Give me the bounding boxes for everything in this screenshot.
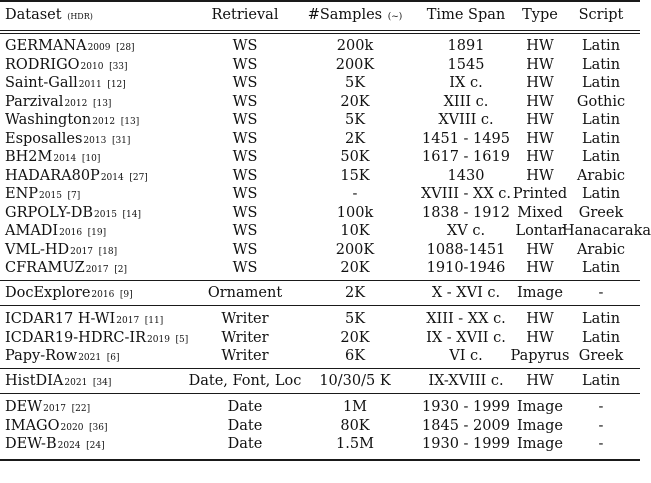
time-cell: 1845 - 2009 <box>422 417 510 434</box>
header-rule-1 <box>0 30 640 31</box>
dataset-name: HistDIA <box>5 373 64 389</box>
group-rule <box>0 280 640 281</box>
dataset-cell <box>5 185 80 205</box>
table-row <box>0 185 640 203</box>
dataset-ref: [27] <box>129 172 148 183</box>
dataset-ref: [28] <box>116 43 135 53</box>
type-cell: Printed <box>512 186 568 202</box>
dataset-name: IMAGO <box>5 417 60 434</box>
header-samples <box>305 6 405 26</box>
script-cell: Arabic <box>576 167 626 184</box>
header-row <box>0 6 640 24</box>
dataset-year: 2014 <box>53 154 77 164</box>
dataset-name: GRPOLY-DB <box>5 204 94 221</box>
dataset-year: 2015 <box>39 191 62 201</box>
dataset-name: Washington <box>5 112 92 128</box>
dataset-year: 2016 <box>59 228 83 238</box>
retrieval-cell: WS <box>232 130 258 147</box>
time-cell: 1891 <box>447 38 485 54</box>
table-row <box>0 93 640 111</box>
retrieval-cell: Date, Font, Loc <box>188 373 302 389</box>
time-cell: 1088-1451 <box>426 241 506 258</box>
dataset-ref: [13] <box>92 98 112 109</box>
retrieval-cell: WS <box>232 56 258 73</box>
type-cell: HW <box>526 241 554 258</box>
dataset-year: 2017 <box>70 246 94 257</box>
table-row <box>0 222 651 240</box>
dataset-year: 2019 <box>147 334 170 345</box>
table-row <box>0 204 640 222</box>
type-cell: HW <box>526 149 554 165</box>
samples-cell: 50K <box>340 149 370 165</box>
dataset-cell <box>5 167 148 187</box>
header-rule-2 <box>0 33 640 34</box>
dataset-year: 2017 <box>85 265 109 275</box>
retrieval-cell: Date <box>227 436 263 452</box>
dataset-ref: [31] <box>111 135 131 146</box>
dataset-name: ENP <box>5 186 39 202</box>
dataset-year: 2011 <box>78 80 102 90</box>
dataset-ref: [10] <box>81 154 101 164</box>
table-row <box>0 56 640 74</box>
dataset-cell <box>5 222 106 242</box>
dataset-name: Parzival <box>5 93 64 110</box>
dataset-year: 2020 <box>60 422 84 433</box>
samples-cell: 20K <box>340 93 370 110</box>
dataset-ref: [33] <box>109 61 128 72</box>
samples-cell: 200k <box>336 38 374 54</box>
retrieval-cell: Date <box>227 399 263 415</box>
type-cell: Mixed <box>517 204 563 221</box>
dataset-year: 2014 <box>100 172 124 183</box>
script-cell: Latin <box>581 130 621 147</box>
type-cell: HW <box>526 260 554 276</box>
dataset-cell <box>5 204 141 224</box>
type-cell: Image <box>517 399 563 415</box>
type-cell: Image <box>517 436 563 452</box>
header-dataset-note: (HDR) <box>67 12 93 21</box>
dataset-cell <box>5 310 163 330</box>
dataset-cell <box>5 259 127 279</box>
retrieval-cell: WS <box>232 167 258 184</box>
table-row <box>0 167 640 185</box>
samples-cell: 1M <box>342 399 368 415</box>
dataset-ref: [13] <box>120 117 140 127</box>
dataset-cell <box>5 93 111 113</box>
dataset-cell <box>5 148 100 168</box>
dataset-cell <box>5 74 126 94</box>
dataset-cell <box>5 111 139 131</box>
retrieval-cell: WS <box>232 149 258 165</box>
dataset-ref: [5] <box>175 334 189 345</box>
dataset-name: AMADI <box>5 223 59 239</box>
retrieval-cell: WS <box>232 260 258 276</box>
type-cell: Image <box>517 285 563 301</box>
header-samples-label: #Samples <box>307 7 383 23</box>
script-cell: Hanacaraka <box>562 223 651 239</box>
dataset-cell <box>5 329 188 349</box>
group-rule <box>0 368 640 369</box>
time-cell: 1910-1946 <box>426 260 506 276</box>
script-cell: - <box>598 436 604 452</box>
time-cell: XVIII c. <box>438 112 494 128</box>
time-cell: 1545 <box>447 56 485 73</box>
type-cell: HW <box>526 93 554 110</box>
table-row <box>0 347 640 365</box>
table-row <box>0 435 640 453</box>
group-rule <box>0 305 640 306</box>
dataset-cell <box>5 435 105 455</box>
type-cell: HW <box>526 112 554 128</box>
dataset-ref: [19] <box>87 228 107 238</box>
table-row <box>0 417 640 435</box>
samples-cell: 15K <box>340 167 370 184</box>
dataset-ref: [36] <box>89 422 108 433</box>
samples-cell: 20K <box>340 329 370 346</box>
dataset-name: ICDAR19-HDRC-IR <box>5 329 147 346</box>
retrieval-cell: WS <box>232 186 258 202</box>
time-cell: 1930 - 1999 <box>422 399 510 415</box>
type-cell: HW <box>526 311 554 327</box>
type-cell: HW <box>526 373 554 389</box>
retrieval-cell: Writer <box>221 329 269 346</box>
table-row <box>0 37 640 55</box>
script-cell: Greek <box>578 348 624 364</box>
time-cell: XV c. <box>446 223 486 239</box>
table-row <box>0 329 640 347</box>
dataset-ref: [11] <box>144 316 164 326</box>
script-cell: Latin <box>581 75 621 91</box>
script-cell: Gothic <box>576 93 626 110</box>
script-cell: Latin <box>581 186 621 202</box>
table-row <box>0 372 640 390</box>
samples-cell: 2K <box>344 285 366 301</box>
time-cell: XIII - XX c. <box>426 311 506 327</box>
table-row <box>0 130 640 148</box>
dataset-name: Papy-Row <box>5 348 78 364</box>
dataset-name: ICDAR17 H-WI <box>5 311 116 327</box>
script-cell: Latin <box>581 56 621 73</box>
dataset-ref: [22] <box>71 404 91 414</box>
top-rule <box>0 0 640 2</box>
dataset-year: 2017 <box>43 404 67 414</box>
dataset-name: HADARA80P <box>5 167 100 184</box>
script-cell: Latin <box>581 260 621 276</box>
dataset-year: 2016 <box>91 290 115 300</box>
group-rule <box>0 393 640 394</box>
samples-cell: 100k <box>336 204 374 221</box>
table-row <box>0 111 640 129</box>
dataset-ref: [7] <box>67 191 81 201</box>
time-cell: XVIII - XX c. <box>420 186 512 202</box>
retrieval-cell: Writer <box>221 348 269 364</box>
script-cell: - <box>598 417 604 434</box>
time-cell: 1838 - 1912 <box>422 204 510 221</box>
script-cell: Latin <box>581 373 621 389</box>
retrieval-cell: Date <box>227 417 263 434</box>
script-cell: Greek <box>578 204 624 221</box>
time-cell: IX-XVIII c. <box>428 373 504 389</box>
samples-cell: 10K <box>340 223 370 239</box>
dataset-name: VML-HD <box>5 241 70 258</box>
samples-cell: 5K <box>344 311 366 327</box>
samples-cell: 6K <box>344 348 366 364</box>
dataset-ref: [12] <box>107 80 126 90</box>
type-cell: HW <box>526 56 554 73</box>
samples-cell: 10/30/5 K <box>319 373 391 389</box>
retrieval-cell: WS <box>232 112 258 128</box>
type-cell: Papyrus <box>510 348 570 364</box>
retrieval-cell: WS <box>232 38 258 54</box>
dataset-ref: [9] <box>119 290 133 300</box>
dataset-cell <box>5 347 119 367</box>
time-cell: VI c. <box>449 348 483 364</box>
dataset-ref: [24] <box>86 441 105 451</box>
retrieval-cell: Writer <box>221 311 269 327</box>
samples-cell: 200K <box>335 241 375 258</box>
samples-cell: 80K <box>340 417 370 434</box>
dataset-year: 2015 <box>94 209 117 220</box>
script-cell: - <box>598 399 604 415</box>
dataset-cell <box>5 284 133 304</box>
time-cell: 1617 - 1619 <box>422 149 510 165</box>
header-retrieval: Retrieval <box>211 7 279 23</box>
dataset-year: 2024 <box>57 441 81 451</box>
header-samples-note: (~) <box>387 12 403 22</box>
samples-cell: 20K <box>340 260 370 276</box>
dataset-ref: [14] <box>122 209 142 220</box>
dataset-cell <box>5 417 108 437</box>
type-cell: HW <box>526 329 554 346</box>
dataset-year: 2021 <box>78 353 102 363</box>
samples-cell: 1.5M <box>336 436 374 452</box>
dataset-year: 2017 <box>116 316 140 326</box>
dataset-name: BH2M <box>5 149 53 165</box>
bottom-rule <box>0 459 640 461</box>
script-cell: Latin <box>581 329 621 346</box>
dataset-name: DocExplore <box>5 285 91 301</box>
samples-cell: 5K <box>344 112 366 128</box>
dataset-cell <box>5 241 117 261</box>
header-type: Type <box>522 7 558 23</box>
table-row <box>0 284 640 302</box>
type-cell: HW <box>526 167 554 184</box>
dataset-cell <box>5 372 111 392</box>
dataset-year: 2013 <box>83 135 107 146</box>
time-cell: XIII c. <box>443 93 489 110</box>
retrieval-cell: WS <box>232 93 258 110</box>
header-dataset <box>5 6 93 26</box>
dataset-name: GERMANA <box>5 38 87 54</box>
retrieval-cell: Ornament <box>207 285 283 301</box>
script-cell: Latin <box>581 38 621 54</box>
script-cell: Latin <box>581 112 621 128</box>
dataset-name: Saint-Gall <box>5 75 78 91</box>
dataset-year: 2012 <box>92 117 116 127</box>
samples-cell: 5K <box>344 75 366 91</box>
time-cell: 1430 <box>447 167 485 184</box>
retrieval-cell: WS <box>232 223 258 239</box>
time-cell: IX c. <box>449 75 483 91</box>
script-cell: - <box>598 285 604 301</box>
table-row <box>0 398 640 416</box>
table-row <box>0 310 640 328</box>
type-cell: HW <box>526 38 554 54</box>
script-cell: Arabic <box>576 241 626 258</box>
table-row <box>0 241 640 259</box>
dataset-year: 2021 <box>64 378 88 388</box>
dataset-ref: [34] <box>92 378 112 388</box>
dataset-ref: [18] <box>98 246 118 257</box>
dataset-name: DEW <box>5 399 43 415</box>
script-cell: Latin <box>581 311 621 327</box>
retrieval-cell: WS <box>232 241 258 258</box>
time-cell: IX - XVII c. <box>426 329 506 346</box>
time-cell: 1451 - 1495 <box>422 130 510 147</box>
dataset-cell <box>5 398 90 418</box>
table-row <box>0 74 640 92</box>
script-cell: Latin <box>581 149 621 165</box>
samples-cell: - <box>352 186 358 202</box>
dataset-cell <box>5 56 128 76</box>
type-cell: HW <box>526 75 554 91</box>
samples-cell: 200K <box>335 56 375 73</box>
time-cell: 1930 - 1999 <box>422 436 510 452</box>
retrieval-cell: WS <box>232 204 258 221</box>
time-cell: X - XVI c. <box>431 285 501 301</box>
header-time-span: Time Span <box>426 7 506 23</box>
dataset-name: CFRAMUZ <box>5 260 85 276</box>
dataset-year: 2010 <box>80 61 104 72</box>
dataset-name: RODRIGO <box>5 56 80 73</box>
dataset-year: 2012 <box>64 98 88 109</box>
table-row <box>0 259 640 277</box>
type-cell: Lontar <box>515 223 565 239</box>
dataset-ref: [6] <box>106 353 120 363</box>
dataset-cell <box>5 37 135 57</box>
type-cell: Image <box>517 417 563 434</box>
retrieval-cell: WS <box>232 75 258 91</box>
dataset-ref: [2] <box>114 265 127 275</box>
dataset-cell <box>5 130 130 150</box>
dataset-name: Esposalles <box>5 130 83 147</box>
header-dataset-label: Dataset <box>5 7 62 23</box>
table-row <box>0 148 640 166</box>
samples-cell: 2K <box>344 130 366 147</box>
header-script: Script <box>578 7 624 23</box>
type-cell: HW <box>526 130 554 147</box>
dataset-year: 2009 <box>87 43 111 53</box>
dataset-name: DEW-B <box>5 436 57 452</box>
